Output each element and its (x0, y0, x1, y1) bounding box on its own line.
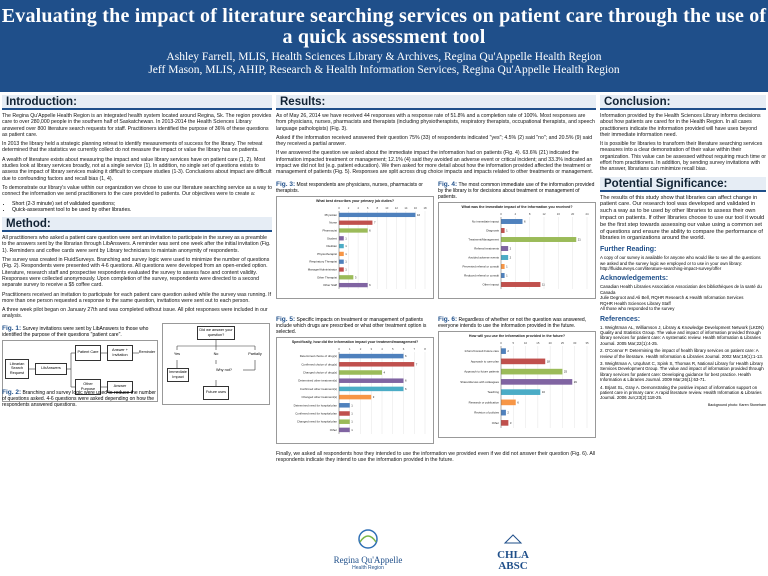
chart-title: What best describes your primary job duties? (315, 198, 395, 203)
acknowledgements-heading: Acknowledgements: (600, 275, 669, 283)
chart-title: What was the immediate impact of the information you received? (461, 204, 573, 209)
category-label: Research or publication (468, 400, 499, 405)
references-heading: References: (600, 315, 641, 323)
category-label: Determined choice of drug(s) (299, 353, 337, 358)
data-label: 1 (351, 419, 353, 424)
category-label: Determined need for hospital plan (293, 402, 337, 407)
photo-credit: Background photo: Karen Stoneham (707, 402, 766, 407)
results-heading: Results: (276, 95, 596, 110)
fig4-label: Fig. 4: (438, 180, 458, 188)
tick-label: 2 (347, 205, 350, 210)
bar (339, 244, 344, 248)
tick-label: 30 (573, 340, 577, 345)
figure-3 (276, 179, 434, 299)
bar (339, 403, 350, 408)
data-label: 6 (405, 386, 407, 391)
reference-item: 1. Weightman AL, Williamson J, Library & Knowledge Development Network (LKDN) Quality and Statistics Group. The value and impact of information provided through library services for patient care: A systematic review. Health Information & Libraries Journal. 2005 Mar;22(1):4-25. (600, 324, 764, 346)
method-paragraph: All practitioners who asked a patient care question were sent an invitation to participate in the survey as a preamble to the answers sent by the librarian through LibAnswers. A reminder was sent one week after the initial invitation (Fig. 1). Reminders and coffee cards were sent by Library technicians to maintain anonymity of respondents. (2, 235, 271, 254)
figure-5 (276, 314, 434, 444)
data-label: 1 (506, 264, 508, 269)
tick-label: 24 (585, 211, 589, 216)
tick-label: 1 (348, 346, 351, 351)
tick-label: 7 (413, 346, 416, 351)
data-label: 6 (405, 378, 407, 383)
data-label: 7 (415, 361, 418, 366)
fig6-label: Fig. 6: (438, 315, 458, 323)
tick-label: 4 (381, 346, 383, 351)
chart-title: How will you use the information provided in the future? (468, 333, 566, 338)
fig6-caption-text: Regardless of whether or not the question was answered, everyone intends to use the information provided in the future. (438, 316, 587, 329)
method-paragraph: A three week pilot began on January 27th and was completed without issue. All pilot responses were included in our analysis. (2, 307, 268, 320)
conclusion-paragraph: It is possible for libraries to transform their literature searching services measures into a clear demonstration of their value within their organization. This value can be assessed without requiring much time or effort from practitioners. In addition, by sending survey invitations with the answer, librarians can minimize recall bias. (600, 141, 766, 173)
fig2-caption (2, 390, 158, 408)
chla-logo-text-bottom: ABSC (498, 560, 528, 572)
fig2-node-partially: Partially (243, 350, 267, 360)
fig3-chart-frame (276, 196, 434, 299)
fig1-node-patient-care: Patient Care (75, 345, 101, 361)
tick-label: 25 (560, 340, 564, 345)
bar (339, 228, 368, 232)
method-paragraph: Practitioners received an invitation to participate for each patient care question asked while the survey was running. If more than one person requested a response to the same question, invitations were sent out to each person. (2, 291, 272, 304)
data-label: 1 (345, 267, 347, 272)
category-label: No immediate impact (471, 219, 499, 224)
bar (501, 348, 506, 354)
fig3-caption-text: Most respondents are physicians, nurses, pharmacists or therapists. (276, 181, 423, 194)
tick-label: 0 (338, 346, 340, 351)
category-label: Respiratory Therapist (309, 259, 337, 264)
data-label: 1 (351, 411, 353, 416)
regina-logo-text: Regina Qu'Appelle (333, 555, 403, 565)
intro-paragraph: To demonstrate our library's value within our organization we chose to use our literature searching service as a way to connect the information we send practitioners to the care provided to patients. Our objectives were to create a: (2, 184, 273, 198)
bar (339, 378, 404, 383)
data-label: 25 (563, 369, 568, 374)
intro-paragraph: The Regina Qu'Appelle Health Region is an integrated health system located around Regina, Sk. The region provides care to over 280,000 people in the southern half of Saskatchewan. In 2013-2014 the Health Sciences Library answered over 800 literature search requests for staff. Practitioners identified the purpose of 36% of these questions as patient care. (2, 113, 272, 138)
fig2-node-immediate: Immediate Impact (167, 368, 189, 382)
category-label: Prevented referral or consult (462, 264, 499, 269)
significance-heading: Potential Significance: (600, 177, 766, 192)
data-label: 1 (345, 243, 347, 248)
bar (501, 409, 506, 415)
middle-column (276, 95, 596, 466)
list-item: • Short (2-3 minute) set of validated questions; (12, 201, 272, 207)
intro-paragraph: A wealth of literature exists about measuring the impact and value library services have on patient care (1, 2). Most studies look at library services broadly, not at a single service (1). In addition, no single set of questions exists to assess the impact of library services making it difficult to compare studies (1-3). Conclusions about impact are difficult due to confounding factors and recall bias (1, 4). (2, 156, 272, 182)
category-label: Other Therapist (316, 274, 337, 279)
bar (501, 246, 508, 251)
figure-2 (162, 323, 270, 405)
data-label: 3 (354, 274, 357, 279)
bar (339, 362, 414, 367)
fig1-caption (2, 326, 158, 338)
results-paragraph: Asked if the information received answered their question 75% (33) of respondents indicated "yes"; 4.5% (2) said "no"; and 20.5% (9) said they received a partial answer. (276, 134, 593, 148)
category-label: Other (491, 420, 499, 425)
fig2-caption-text: Branching and survey logic were used to reduce the number of questions asked. 4-6 questions were asked depending on how the respondents answered questions. (2, 389, 156, 408)
chart-title: Specifically, how did the information impact your treatment/management? (291, 339, 419, 344)
data-label: 1 (351, 427, 353, 432)
data-label: 18 (546, 359, 550, 364)
category-label: Reduced referral or consult (464, 273, 499, 278)
conclusion-heading: Conclusion: (600, 95, 766, 110)
fig4-chart-frame (438, 202, 596, 299)
bar (501, 237, 576, 242)
tick-label: 14 (404, 205, 408, 210)
method-paragraph: The survey was created in FluidSurveys. Branching and survey logic were used to minimize the number of questions (Fig. 2). Respondents were presented with 4-6 questions. All questions were developed from an open-ended option. Literature, research staff and prospective respondents evaluated the survey to assess face and content validity. Responses were collected anonymously. Upon completion of the survey, respondents were directed to a second separate survey to receive a $5 coffee card. (2, 257, 270, 289)
fig2-node-no: No (206, 350, 226, 360)
category-label: Determined other treatment(s) (298, 378, 337, 383)
fig6-caption (438, 317, 596, 329)
reference-item: 2. O'Connor P. Determining the impact of health library services on patient care: A review of the literature. Health Information & Libraries Journal. 2002 Mar;19(1):1-13. (600, 348, 764, 359)
fig6-chart-frame (438, 331, 596, 438)
tick-label: 8 (424, 346, 426, 351)
chla-logo-mark (503, 533, 523, 545)
category-label: Other Staff (323, 282, 337, 287)
fig1-node-answer: Answer (107, 381, 133, 393)
fig2-node-future: Future uses (203, 386, 229, 400)
bar (339, 386, 404, 391)
category-label: Diagnosis (486, 228, 499, 233)
method-figures (2, 323, 272, 427)
bar (501, 379, 572, 385)
tick-label: 4 (357, 205, 359, 210)
significance-paragraph: The results of this study show that libraries can affect change in patient care. Our research tool was developed and validated in such a way as to be used by other libraries to assess their own impact on patients. If other libraries choose to use our tool it would be the first step towards assessing our value using a common set of questions and ensure the ability to compare the performance of libraries in organizations around the world. (600, 194, 765, 242)
left-column (2, 95, 272, 427)
tick-label: 16 (413, 205, 418, 210)
tick-label: 20 (571, 211, 575, 216)
data-label: 2 (507, 410, 509, 415)
fig5-caption-text: Specific impacts on treatment or management of patients include which drugs are prescribed or what other treatment option is selected. (276, 316, 427, 335)
category-label: Manager/Administrator (307, 267, 337, 272)
objectives-list (12, 201, 272, 214)
data-label: 7 (373, 220, 376, 225)
data-label: 6 (517, 400, 519, 405)
fig2-node-yes: Yes (167, 350, 187, 360)
tick-label: 0 (338, 205, 340, 210)
reference-item: 3. Weightman A, Urquhart C, Spink S, Thomas R, National Library for Health Library Services Development Group. The value and impact of information provided through library services for patient care: Developing guidance for best practice. Health Information & Libraries Journal. 2009 Mar;26(1):63-71. (600, 360, 764, 383)
fig4-chart (439, 203, 595, 293)
fig5-chart (277, 338, 433, 438)
tick-label: 35 (585, 340, 589, 345)
category-label: Confirmed need for hospital plan (295, 411, 337, 416)
fig1-node-answer-invitation: Answer + Invitation (107, 345, 133, 361)
category-label: Treatment/Management (468, 237, 499, 242)
data-label: 11 (541, 282, 545, 287)
category-label: Avoided adverse events (468, 255, 499, 260)
bar (501, 389, 540, 395)
fig5-chart-frame (276, 337, 434, 444)
bar (339, 212, 415, 216)
bar (339, 251, 344, 255)
fig3-chart (277, 197, 433, 293)
acknowledgements-paragraph: Canadian Health Libraries Association Association des bibliothèques de la santé du Canada Julie Degroot and Ali Bell, RQHR Research & Health Information Services RQHR Health Sciences Library Staff All those who responded to the survey (600, 284, 762, 312)
data-label: 1 (345, 259, 347, 264)
figure-4 (438, 179, 596, 299)
bar (339, 419, 350, 424)
fig5-label: Fig. 5: (276, 315, 296, 323)
results-figures (276, 179, 596, 459)
fig2-flowchart (162, 323, 270, 405)
category-label: Other impact (482, 282, 499, 287)
bar (339, 236, 344, 240)
data-label: 21 (577, 237, 581, 242)
tick-label: 18 (423, 205, 427, 210)
results-paragraph: If we answered the question we asked about the immediate impact the information had on patients (Fig. 4). 63.6% (21) indicated the information impacted treatment or management; 12.1% (4) said they avoided an adverse event or critical incident; and 33.3% indicated an impact we did not list (e.g. patient education). We then asked for more detail about how the information provided affected the treatment or management of patients (Fig. 5). Responses are split across drug choice impacts and impacts related to other treatments or management. (276, 150, 594, 176)
bar (339, 411, 350, 416)
poster-header (0, 0, 768, 92)
tick-label: 4 (514, 211, 517, 216)
data-label: 2 (509, 255, 512, 260)
category-label: Confirmed other treatment(s) (299, 386, 337, 391)
bar (339, 283, 368, 287)
category-label: Changed other treatment(s) (301, 394, 337, 399)
tick-label: 10 (524, 340, 528, 345)
fig2-node-question: Did we answer your question? (197, 326, 235, 340)
category-label: Physiotherapist (317, 251, 337, 256)
fig1-node-other-purpose: Other Purpose (75, 379, 101, 395)
category-label: Approach to future patients (464, 369, 499, 374)
bar (501, 228, 505, 233)
data-label: 1 (345, 235, 347, 240)
intro-paragraph: In 2013 the library held a strategic planning retreat to identify measurements of success for the library. The retreat determined that the statistics we currently collect do not measure the impact or value the library has on patients. (2, 141, 263, 154)
fig5-caption (276, 317, 434, 335)
tick-label: 8 (376, 205, 379, 210)
tick-label: 8 (528, 211, 531, 216)
data-label: 16 (416, 212, 421, 217)
tick-label: 5 (391, 346, 394, 351)
fig6-chart (439, 332, 595, 432)
category-label: Confirmed choice of drug(s) (301, 361, 337, 366)
data-label: 6 (524, 219, 526, 224)
data-label: 29 (573, 379, 577, 384)
regina-logo (320, 528, 416, 570)
data-label: 1 (345, 251, 347, 256)
bar (339, 259, 344, 263)
author-line-2: Jeff Mason, MLIS, AHIP, Research & Health Information Services, Regina Qu'Appelle Health Region (148, 64, 620, 76)
fig1-node-reminder: Reminder (139, 347, 155, 359)
fig1-caption-text: Survey invitations were sent by LibAnswers to those who identified the purpose of their questions "patient care". (2, 325, 149, 338)
bar (501, 219, 523, 224)
tick-label: 0 (500, 211, 502, 216)
reference-item: 4. Brjant SL, Gray A. Demonstrating the positive impact of information support on patient care in primary care: A rapid literature review. Health Information & Libraries Journal. 2006 Jun;23(2):118-25. (600, 384, 762, 401)
category-label: Teaching (487, 389, 499, 394)
method-heading: Method: (2, 217, 272, 232)
bar (501, 264, 505, 269)
list-item: • Quick-assessment tool to be used by other libraries. (12, 207, 272, 213)
category-label: Physician (324, 212, 337, 217)
figure-6 (438, 314, 596, 438)
category-label: Nurse (329, 220, 337, 225)
tick-label: 2 (359, 346, 362, 351)
bar (339, 370, 382, 375)
fig1-node-librarian: Librarian Search Request (5, 359, 29, 379)
tick-label: 15 (536, 340, 540, 345)
fig3-label: Fig. 3: (276, 180, 296, 188)
bar (501, 358, 545, 364)
bar (501, 273, 505, 278)
bar (501, 255, 508, 260)
results-paragraph: As of May 26, 2014 we have received 44 responses with a response rate of 51.8% and a completion rate of 100%. Most responses are from physicians, nurses, pharmacists and therapists (including physiotherapists, respiratory therapists, occupational therapists, and speech language pathologists) (Fig. 3). (276, 113, 595, 132)
tick-label: 12 (542, 211, 546, 216)
regina-logo-subtext: Health Region (352, 565, 384, 571)
bar (501, 282, 540, 287)
category-label: Revision of policies (474, 410, 499, 415)
tick-label: 10 (385, 205, 389, 210)
data-label: 3 (509, 420, 512, 425)
data-label: 1 (506, 273, 508, 278)
tick-label: 5 (512, 340, 515, 345)
data-label: 4 (383, 370, 386, 375)
chla-logo (478, 532, 548, 572)
bar (339, 395, 371, 400)
fig1-label: Fig. 1: (2, 324, 22, 332)
bar (339, 267, 344, 271)
category-label: Other (329, 427, 337, 432)
right-column (600, 95, 766, 410)
tick-label: 3 (370, 346, 373, 351)
category-label: Changed choice of drug(s) (302, 370, 337, 375)
data-label: 2 (509, 246, 512, 251)
tick-label: 20 (548, 340, 552, 345)
further-reading-heading: Further Reading: (600, 246, 657, 254)
poster-title: Evaluating the impact of literature searching services on patient care through the use of a quick assessment tool (1, 5, 767, 48)
tick-label: 6 (402, 346, 405, 351)
bar (501, 399, 516, 405)
category-label: Referral treatments (474, 246, 499, 251)
category-label: Changed need for hospital plan (296, 419, 337, 424)
data-label: 3 (372, 394, 375, 399)
introduction-heading: Introduction: (2, 95, 272, 110)
fig2-label: Fig. 2: (2, 388, 22, 396)
tick-label: 12 (394, 205, 398, 210)
category-label: Dietitian (326, 243, 337, 248)
tick-label: 0 (500, 340, 502, 345)
data-label: 1 (351, 402, 353, 407)
results-closing: Finally, we asked all respondents how they intended to use the information we provided even if we did not answer their question (Fig. 6). All respondents indicate they intend to use the information provided in the future. (276, 450, 596, 463)
tick-label: 6 (366, 205, 369, 210)
bar (339, 427, 350, 432)
data-label: 1 (506, 228, 508, 233)
bar (339, 354, 404, 359)
category-label: Student (327, 235, 337, 240)
regina-logo-mark (320, 528, 416, 550)
fig3-caption (276, 182, 434, 194)
data-label: 6 (369, 282, 371, 287)
category-label: Share/discuss with colleagues (460, 379, 499, 384)
author-line-1: Ashley Farrell, MLIS, Health Sciences Library & Archives, Regina Qu'Appelle Health Region (166, 51, 602, 63)
category-label: Inform/Consult Future care (464, 348, 499, 353)
bar (501, 420, 508, 426)
data-label: 6 (369, 228, 371, 233)
category-label: Pharmacist (322, 228, 337, 233)
bar (501, 368, 562, 374)
fig2-node-why: Why not? (205, 364, 243, 378)
category-label: Approach to care plan (470, 359, 499, 364)
bar (339, 275, 353, 279)
data-label: 16 (541, 389, 545, 394)
fig1-node-libanswers: LibAnswers (35, 363, 67, 375)
bar (339, 220, 372, 224)
further-reading-paragraph: A copy of our survey is available for anyone who would like to see all the questions we asked and the survey logic we employed or to use in your own library: http://fluidsurveys.com/literature-searching-impact-survey/offer (600, 255, 761, 272)
fig4-caption-text: The most common immediate use of the information provided by the library is for decisions about treatment or management of patients. (438, 181, 595, 200)
chla-logo-text-top: CHLA (497, 549, 529, 561)
fig4-caption (438, 182, 596, 200)
data-label: 6 (405, 353, 407, 358)
tick-label: 16 (556, 211, 560, 216)
data-label: 2 (507, 348, 509, 353)
conclusion-paragraph: Information provided by the Health Sciences Library informs decisions about how patients are cared for in the Health Region. In all cases practitioners indicate the information provided will have uses beyond their immediate information need. (600, 113, 761, 138)
